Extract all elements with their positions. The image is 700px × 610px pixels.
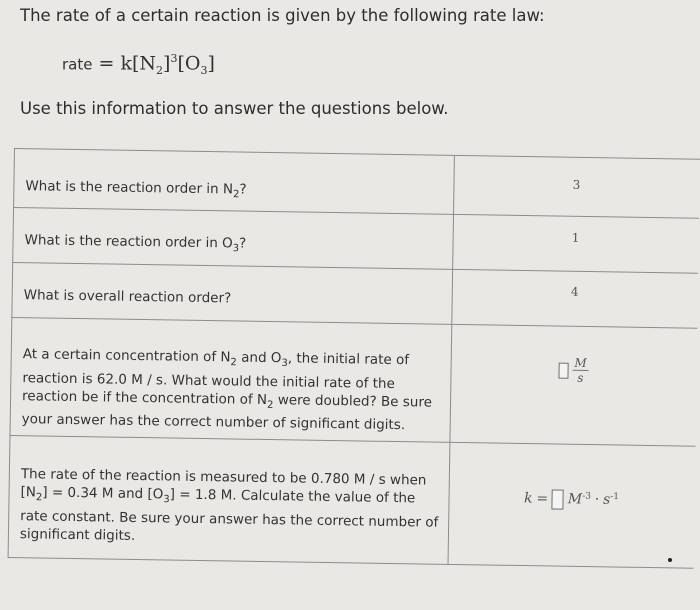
- instructions-text: Use this information to answer the questions below.: [20, 99, 449, 118]
- k-label: k: [523, 490, 533, 507]
- question-text: What is the reaction order in $O_3$?: [24, 232, 247, 255]
- question-text: The rate of the reaction is measured to be 0.780 M / s when $[N_2] = 0.34$ M and $[O_3] = 1.8$ M. Calculate the value of the rate constant. Be sure your answer has the correct number of significant digits.: [19, 466, 439, 544]
- rate-constant-input[interactable]: [552, 489, 564, 509]
- rate-answer-input[interactable]: [558, 362, 568, 378]
- stray-dot: [668, 558, 672, 562]
- exponent-m: -3: [582, 491, 592, 502]
- multiply-dot: ·: [594, 491, 600, 508]
- questions-table: [8, 148, 700, 568]
- rate-law-equation: rate = $k[N_2]^3[O_3]$: [62, 52, 215, 78]
- table-row: [9, 317, 697, 447]
- o3-symbol: O: [184, 52, 201, 75]
- n2-exponent: 3: [170, 52, 178, 65]
- rate-label: rate: [62, 55, 93, 74]
- unit-s: s: [602, 491, 611, 508]
- answer-value: 1: [571, 230, 580, 245]
- table-row: [8, 435, 696, 569]
- o3-subscript: 3: [200, 64, 208, 78]
- question-text: At a certain concentration of $N_2$ and $O_3$, the initial rate of reaction is 62.0 M / s. What would the initial rate of the reaction be if the concentration of $N_2$ were doubled? Be sure your answer has the correct number of significant digits.: [21, 346, 433, 434]
- units-fraction: $\frac{M}{s}$: [572, 356, 589, 385]
- question-text: What is the reaction order in $N_2$?: [25, 178, 247, 201]
- intro-text: The rate of a certain reaction is given by the following rate law:: [20, 6, 545, 25]
- unit-m: M: [567, 491, 583, 508]
- question-text: What is overall reaction order?: [23, 287, 232, 307]
- answer-cell: [450, 354, 696, 387]
- n2-symbol: N: [139, 52, 157, 75]
- answer-value: 3: [572, 177, 581, 192]
- k-equals: =: [536, 490, 549, 507]
- answer-cell: [448, 488, 694, 512]
- equals-sign: =: [98, 52, 115, 75]
- answer-value: 4: [570, 284, 579, 299]
- exponent-s: -1: [610, 491, 620, 503]
- n2-subscript: 2: [156, 64, 164, 78]
- rate-constant-k: k: [120, 52, 132, 75]
